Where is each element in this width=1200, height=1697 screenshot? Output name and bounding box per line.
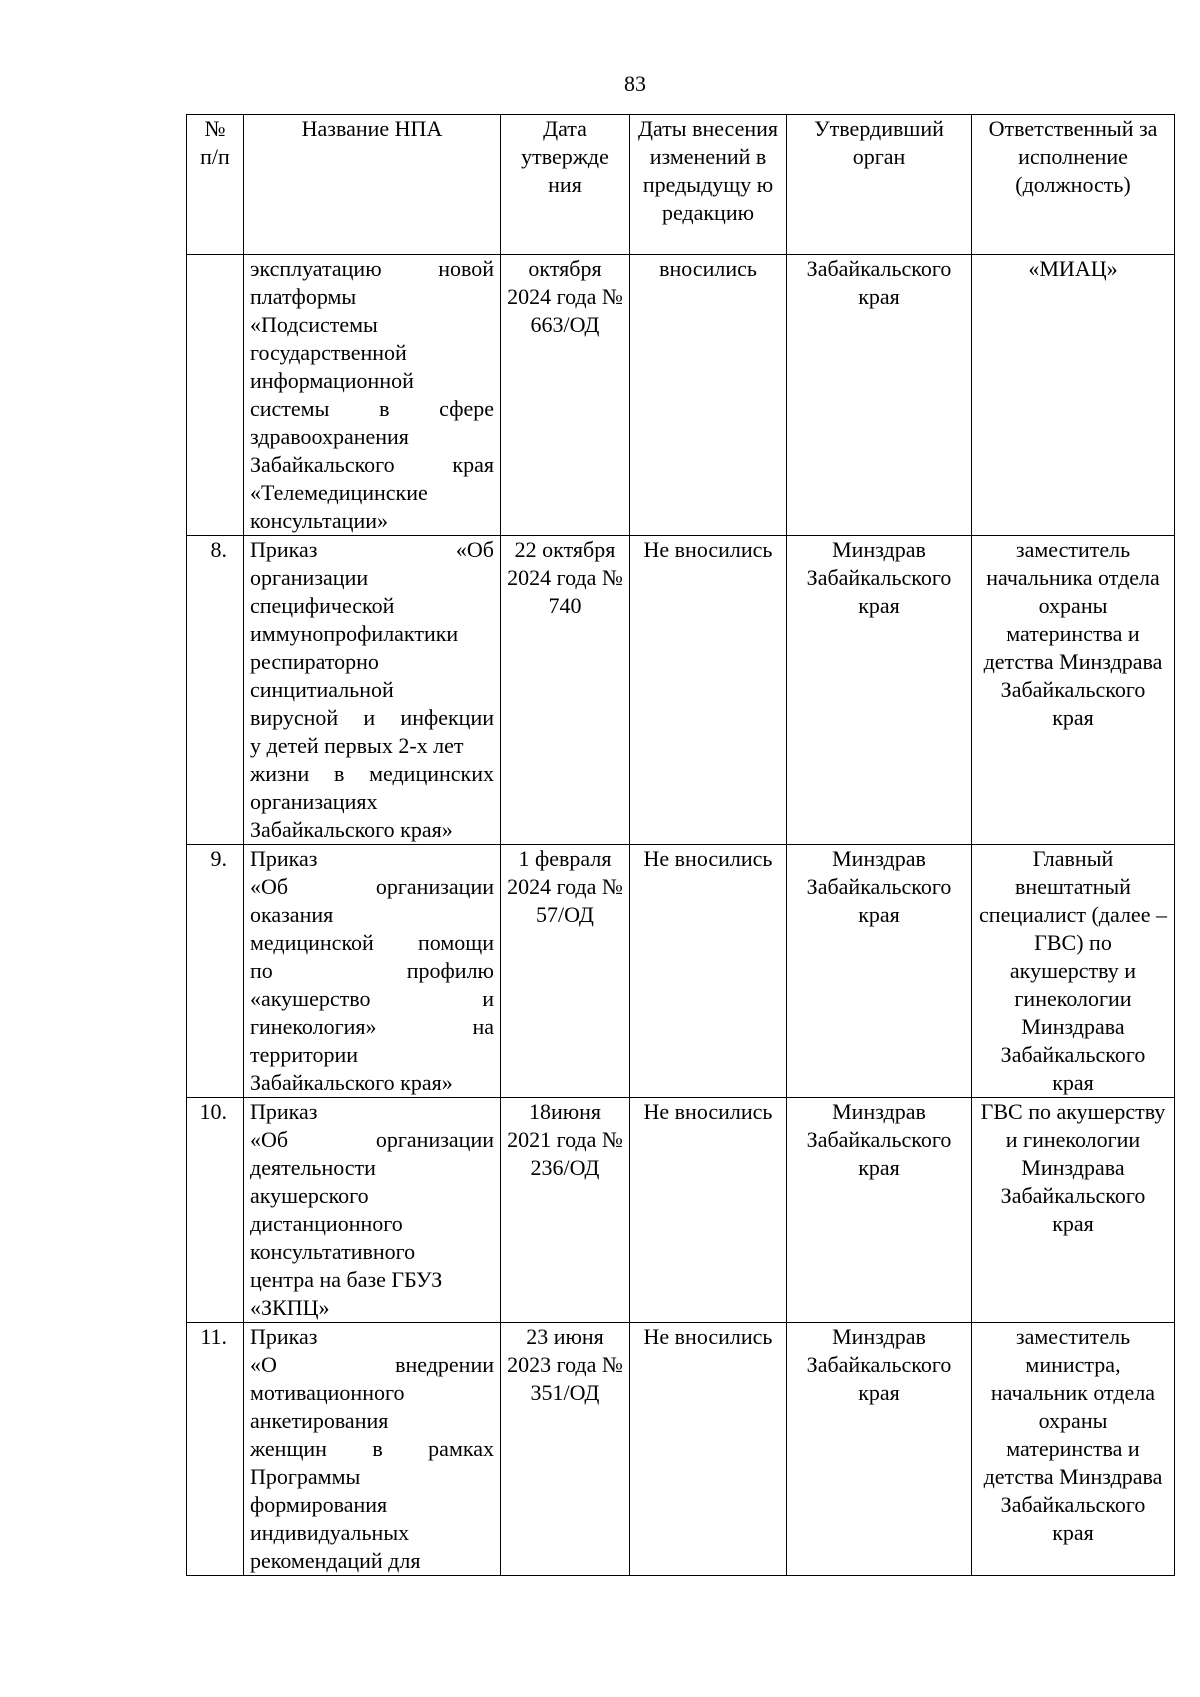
npa-name-line: Приказ <box>250 846 318 871</box>
npa-name <box>244 536 501 845</box>
header-date: Дата утвержде ния <box>501 115 630 255</box>
npa-name-line: Приказ «Об <box>250 537 494 562</box>
approving-organ: Минздрав Забайкальского края <box>787 845 972 1098</box>
npa-name-line: респираторно <box>250 649 379 674</box>
npa-name-line: организации <box>250 565 369 590</box>
changes-dates: Не вносились <box>630 536 787 845</box>
npa-name <box>244 255 501 536</box>
npa-name-line: анкетирования <box>250 1408 389 1433</box>
npa-name-line: по профилю <box>250 958 494 983</box>
npa-name-line: акушерского <box>250 1183 369 1208</box>
npa-name-line: оказания <box>250 902 334 927</box>
npa-name-line: синцитиальной <box>250 677 394 702</box>
npa-name-line: эксплуатацию новой <box>250 256 494 281</box>
npa-name-line: «Подсистемы <box>250 312 378 337</box>
page-number: 83 <box>624 71 646 96</box>
npa-name-line: «О внедрении <box>250 1352 494 1377</box>
npa-name-line: Забайкальского края <box>250 452 494 477</box>
table-header-row <box>187 115 1175 255</box>
approval-date: 18июня 2021 года № 236/ОД <box>501 1098 630 1323</box>
npa-name-line: платформы <box>250 284 357 309</box>
npa-name-line: мотивационного <box>250 1380 405 1405</box>
npa-name-line: индивидуальных <box>250 1520 410 1545</box>
npa-name-line: у детей первых 2-х лет <box>250 733 464 758</box>
npa-name-line: гинекология» на <box>250 1014 494 1039</box>
npa-name-line: медицинской помощи <box>250 930 494 955</box>
approving-organ: Забайкальского края <box>787 255 972 536</box>
npa-name-line: «Телемедицинские <box>250 480 428 505</box>
npa-name-line: территории <box>250 1042 359 1067</box>
changes-dates: вносились <box>630 255 787 536</box>
row-number: 9. <box>187 845 244 1098</box>
row-number: 11. <box>187 1323 244 1576</box>
table-row <box>187 1323 1175 1576</box>
changes-dates: Не вносились <box>630 1323 787 1576</box>
responsible-person: заместитель министра, начальник отдела охраны материнства и детства Минздрава Забайкальского края <box>972 1323 1175 1576</box>
changes-dates: Не вносились <box>630 1098 787 1323</box>
row-number: 10. <box>187 1098 244 1323</box>
npa-name <box>244 1323 501 1576</box>
approval-date: 22 октября 2024 года № 740 <box>501 536 630 845</box>
responsible-person: заместитель начальника отдела охраны материнства и детства Минздрава Забайкальского края <box>972 536 1175 845</box>
header-organ: Утвердивший орган <box>787 115 972 255</box>
npa-name-line: здравоохранения <box>250 424 409 449</box>
npa-name-line: Программы <box>250 1464 361 1489</box>
npa-name-line: рекомендаций для <box>250 1548 421 1573</box>
npa-name-line: Забайкальского края» <box>250 1070 453 1095</box>
approving-organ: Минздрав Забайкальского края <box>787 1098 972 1323</box>
npa-name <box>244 1098 501 1323</box>
npa-name-line: деятельности <box>250 1155 376 1180</box>
approving-organ: Минздрав Забайкальского края <box>787 1323 972 1576</box>
npa-name-line: Забайкальского края» <box>250 817 453 842</box>
table-row <box>187 255 1175 536</box>
header-changes: Даты внесения изменений в предыдущу ю редакцию <box>630 115 787 255</box>
approval-date: 23 июня 2023 года № 351/ОД <box>501 1323 630 1576</box>
table-row <box>187 1098 1175 1323</box>
npa-name-line: «Об организации <box>250 1127 494 1152</box>
npa-table <box>186 114 1175 1576</box>
npa-name <box>244 845 501 1098</box>
npa-name-line: «акушерство и <box>250 986 494 1011</box>
npa-name-line: консультативного <box>250 1239 416 1264</box>
responsible-person: ГВС по акушерству и гинекологии Минздрава Забайкальского края <box>972 1098 1175 1323</box>
npa-name-line: организациях <box>250 789 378 814</box>
npa-name-line: «Об организации <box>250 874 494 899</box>
npa-name-line: «ЗКПЦ» <box>250 1295 330 1320</box>
npa-name-line: формирования <box>250 1492 388 1517</box>
header-num: № п/п <box>187 115 244 255</box>
npa-name-line: вирусной и инфекции <box>250 705 494 730</box>
npa-name-line: Приказ <box>250 1324 318 1349</box>
header-responsible: Ответственный за исполнение (должность) <box>972 115 1175 255</box>
npa-name-line: иммунопрофилактики <box>250 621 459 646</box>
approval-date: 1 февраля 2024 года № 57/ОД <box>501 845 630 1098</box>
approval-date: октября 2024 года № 663/ОД <box>501 255 630 536</box>
row-number: 8. <box>187 536 244 845</box>
npa-name-line: центра на базе ГБУЗ <box>250 1267 443 1292</box>
npa-name-line: специфической <box>250 593 395 618</box>
table-row <box>187 845 1175 1098</box>
npa-name-line: консультации» <box>250 508 388 533</box>
table-row <box>187 536 1175 845</box>
npa-name-line: Приказ <box>250 1099 318 1124</box>
npa-name-line: женщин в рамках <box>250 1436 494 1461</box>
npa-name-line: дистанционного <box>250 1211 403 1236</box>
changes-dates: Не вносились <box>630 845 787 1098</box>
npa-name-line: жизни в медицинских <box>250 761 494 786</box>
npa-name-line: государственной <box>250 340 407 365</box>
header-name: Название НПА <box>244 115 501 255</box>
npa-name-line: информационной <box>250 368 414 393</box>
approving-organ: Минздрав Забайкальского края <box>787 536 972 845</box>
row-number <box>187 255 244 536</box>
npa-name-line: системы в сфере <box>250 396 494 421</box>
responsible-person: «МИАЦ» <box>972 255 1175 536</box>
responsible-person: Главный внештатный специалист (далее – ГВС) по акушерству и гинекологии Минздрава Забайкальского края <box>972 845 1175 1098</box>
